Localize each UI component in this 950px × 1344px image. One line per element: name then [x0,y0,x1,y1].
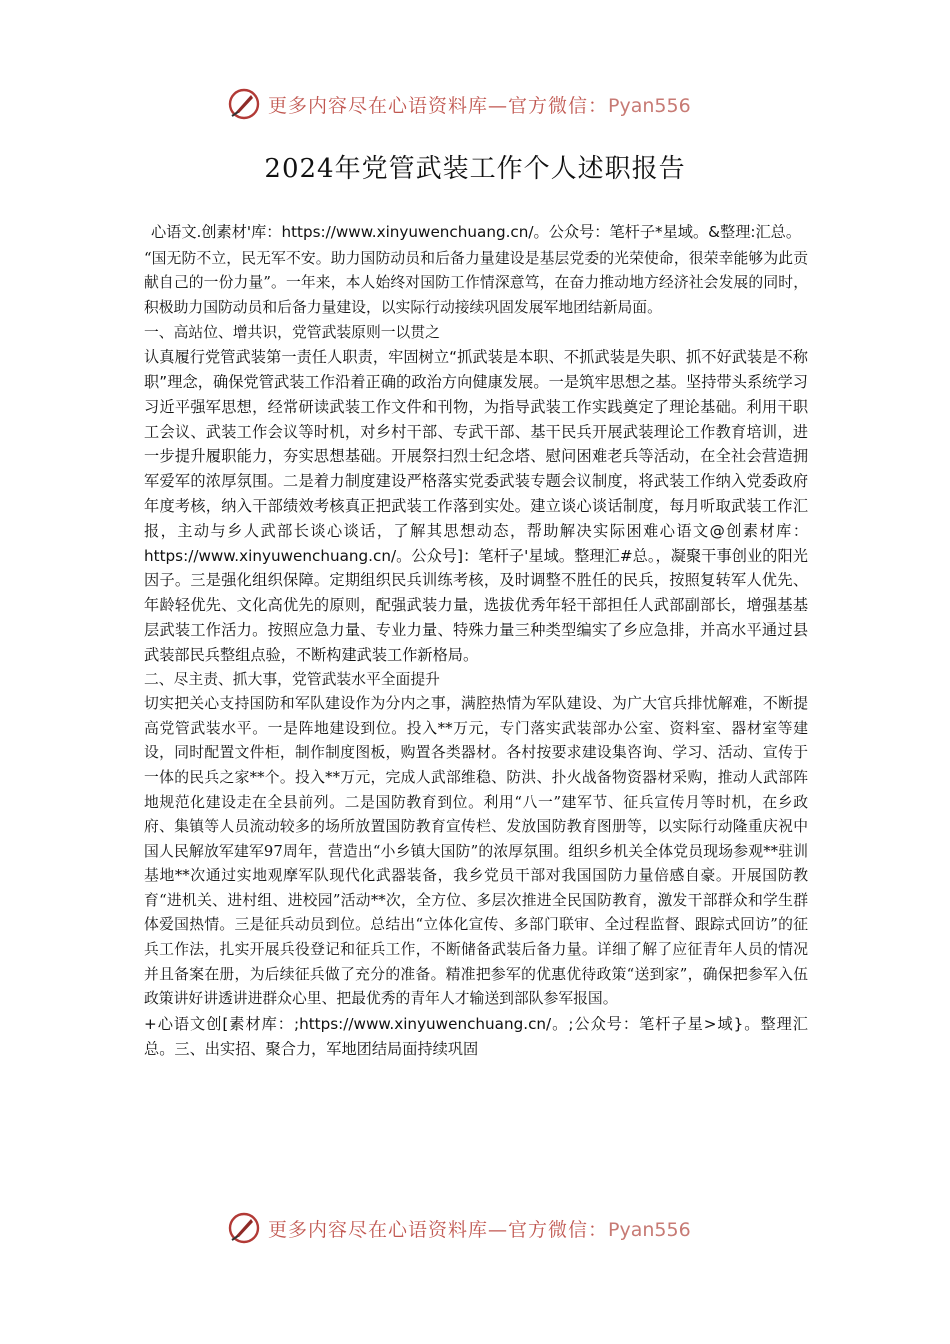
banner-label: 更多内容尽在心语资料库—官方微信： [268,94,609,117]
quill-logo-icon [226,86,262,122]
banner-wechat-id: Pyan556 [608,1218,691,1241]
intro-paragraph: “国无防不立，民无军不安。助力国防动员和后备力量建设是基层党委的光荣使命，很荣幸能够为此贡献自己的一份力量”。一年来，本人始终对国防工作情深意笃，在奋力推动地方经济社会发展的同时，积极助力国防动员和后备力量建设，以实际行动接续巩固发展军地团结新局面。 [144,249,808,316]
banner-text [268,91,691,118]
closing-paragraph: +心语文创[素材库：;https://www.xinyuwenchuang.cn/。;公众号：笔杆子星>域}。整理汇总。三、出实招、聚合力，军地团结局面持续巩固 [144,1014,808,1058]
banner-text [268,1215,691,1242]
banner-wechat-id: Pyan556 [608,94,691,117]
section-heading-1: 一、高站位、增共识，党管武装原则一以贯之 [144,323,440,341]
document-body [144,220,808,1061]
quill-logo-icon [226,1210,262,1246]
section-2-paragraph: 切实把关心支持国防和军队建设作为分内之事，满腔热情为军队建设、为广大官兵排忧解难，不断提高党管武装水平。一是阵地建设到位。投入**万元，专门落实武装部办公室、资料室、器材室等建设，同时配置文件柜，制作制度图板，购置各类器材。各村按要求建设集咨询、学习、活动、宣传于一体的民兵之家**个。投入**万元，完成人武部维稳、防洪、扑火战备物资器材采购，推动人武部阵地规范化建设走在全县前列。二是国防教育到位。利用“八一”建军节、征兵宣传月等时机，在乡政府、集镇等人员流动较多的场所放置国防教育宣传栏、发放国防教育图册等，以实际行动隆重庆祝中国人民解放军建军97周年，营造出“小乡镇大国防”的浓厚氛围。组织乡机关全体党员现场参观**驻训基地**次通过实地观摩军队现代化武器装备，我乡党员干部对我国国防力量倍感自豪。开展国防教育“进机关、进村组、进校园”活动**次，全方位、多层次推进全民国防教育，激发干部群众和学生群体爱国热情。三是征兵动员到位。总结出“立体化宣传、多部门联审、全过程监督、跟踪式回访”的征兵工作法，扎实开展兵役登记和征兵工作，不断储备武装后备力量。详细了解了应征青年人员的情况并且备案在册，为后续征兵做了充分的准备。精准把参军的优惠优待政策“送到家”，确保把参军入伍政策讲好讲透讲进群众心里、把最优秀的青年人才输送到部队参军报国。 [144,695,808,1008]
page-title: 2024年党管武装工作个人述职报告 [264,154,686,184]
section-1-paragraph: 认真履行党管武装第一责任人职责，牢固树立“抓武装是本职、不抓武装是失职、抓不好武装是不称职”理念，确保党管武装工作沿着正确的政治方向健康发展。一是筑牢思想之基。坚持带头系统学习习近平强军思想，经常研读武装工作文件和刊物，为指导武装工作实践奠定了理论基础。利用干职工会议、武装工作会议等时机，对乡村干部、专武干部、基干民兵开展武装理论工作教育培训，进一步提升履职能力，夯实思想基础。开展祭扫烈士纪念塔、慰问困难老兵等活动，在全社会营造拥军爱军的浓厚氛围。二是着力制度建设严格落实党委武装专题会议制度，将武装工作纳入党委政府年度考核，纳入干部绩效考核真正把武装工作落到实处。建立谈心谈话制度，每月听取武装工作汇报，主动与乡人武部长谈心谈话，了解其思想动态，帮助解决实际困难心语文@创素材库：https://www.xinyuwenchuang.cn/。公众号]：笔杆子'星域。整理汇#总。，凝聚干事创业的阳光因子。三是强化组织保障。定期组织民兵训练考核，及时调整不胜任的民兵，按照复转军人优先、年龄轻优先、文化高优先的原则，配强武装力量，选拔优秀年轻干部担任人武部副部长，增强基基层武装工作活力。按照应急力量、专业力量、特殊力量三种类型编实了乡应急排，并高水平通过县武装部民兵整组点验，不断构建武装工作新格局。 [144,348,808,664]
banner-label: 更多内容尽在心语资料库—官方微信： [268,1218,609,1241]
footer-banner[interactable] [226,1208,691,1248]
header-banner[interactable] [226,84,691,124]
source-line: 心语文.创素材'库：https://www.xinyuwenchuang.cn/。公众号：笔杆子*星域。&整理:汇总。 [150,223,802,241]
section-heading-2: 二、尽主责、抓大事，党管武装水平全面提升 [144,670,440,688]
